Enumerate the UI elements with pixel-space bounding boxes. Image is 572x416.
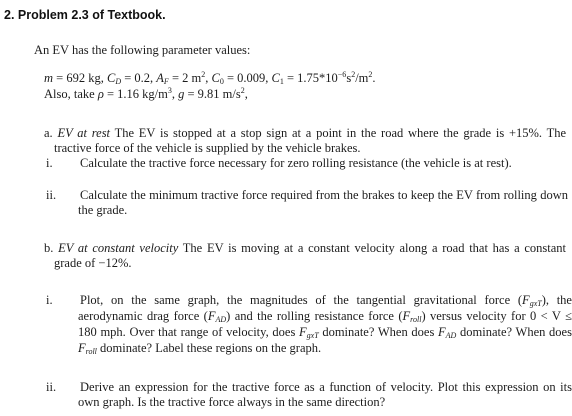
intro-text: An EV has the following parameter values: bbox=[34, 43, 251, 57]
c1-value: 1.75*10 bbox=[297, 71, 338, 85]
problem-heading: 2. Problem 2.3 of Textbook. bbox=[4, 8, 166, 22]
part-a-item-i bbox=[46, 156, 568, 171]
part-a bbox=[44, 126, 566, 156]
part-b-label: b. bbox=[44, 241, 54, 255]
part-a-item-ii bbox=[46, 188, 568, 218]
part-a-text: The EV is stopped at a stop sign at a point in the road where the grade is +15%. The tractive force of the vehicle is supplied by the vehicle brakes. bbox=[54, 126, 567, 155]
parameter-line-1: m = 692 kg, $C_D = 0.2$, $A_F = 2$ $m^2$, $C_0 = 0.009$, $C_1 = 1.75*10^{-6}s^2/m^2$. bbox=[44, 70, 376, 86]
part-a-item-i-text: Calculate the tractive force necessary for zero rolling resistance (the vehicle is at rest). bbox=[80, 156, 512, 170]
part-a-title: EV at rest bbox=[57, 126, 111, 140]
part-b-text: The EV is moving at a constant velocity along a road that has a constant grade of −12%. bbox=[54, 241, 566, 270]
part-a-item-i-label: i. bbox=[46, 156, 53, 170]
gravity-value: 9.81 m/s bbox=[197, 87, 241, 101]
part-a-item-ii-label: ii. bbox=[46, 188, 57, 202]
part-b-item-ii-text: Derive an expression for the tractive force as a function of velocity. Plot this expression on its own graph. Is the tractive force always in the same direction? bbox=[78, 380, 572, 409]
frontal-area-value: 2 m bbox=[182, 71, 202, 85]
part-b-item-ii-label: ii. bbox=[46, 380, 57, 394]
part-b-item-i-label: i. bbox=[46, 293, 53, 307]
c0-value: 0.009 bbox=[237, 71, 266, 85]
part-b-item-i: i. Plot, on the same graph, the magnitudes of the tangential gravitational force $(F_{gxT})$, the aerodynamic drag force $(F_{AD})$ and the rolling resistance force $(F_{roll})$ versus velocity for 0 < V ≤ 180 mph. Over that range of velocity, does $F_{gxT}$ dominate? When does $F_{AD}$ dominate? When does $F_{roll}$ dominate? Label these regions on the graph. bbox=[46, 293, 572, 356]
part-b-item-ii bbox=[46, 380, 572, 410]
part-b bbox=[44, 241, 566, 271]
part-a-item-ii-text: Calculate the minimum tractive force required from the brakes to keep the EV from rolling down the grade. bbox=[78, 188, 568, 217]
parameter-line-2: Also, take ρ = 1.16 $kg/m^3$, g = 9.81 $m/s^2$, bbox=[44, 86, 248, 101]
drag-coefficient-value: 0.2 bbox=[134, 71, 151, 85]
part-a-label: a. bbox=[44, 126, 53, 140]
part-b-title: EV at constant velocity bbox=[58, 241, 179, 255]
air-density-value: 1.16 kg/m bbox=[117, 87, 168, 101]
mass-value: 692 kg bbox=[66, 71, 101, 85]
